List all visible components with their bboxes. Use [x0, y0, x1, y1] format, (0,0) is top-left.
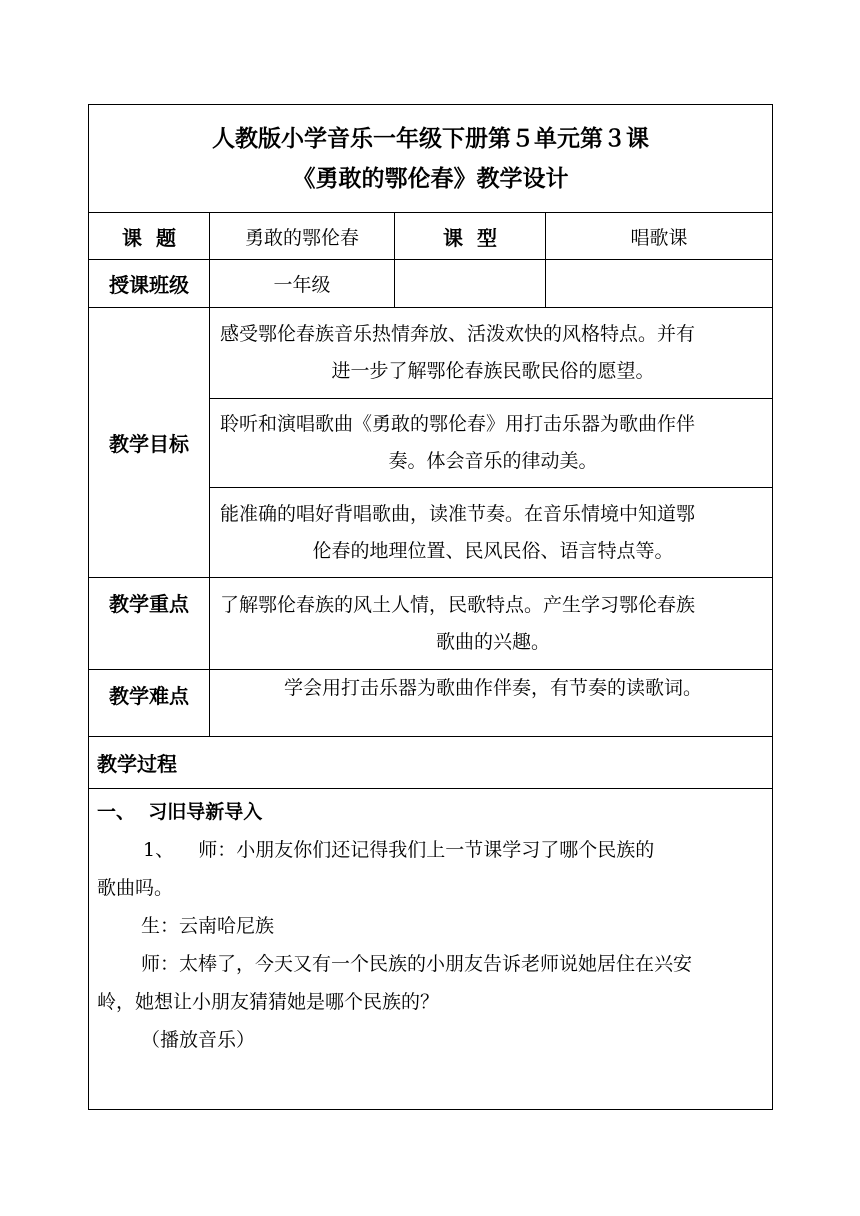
- type-label: 课 型: [395, 213, 546, 260]
- title-line-2: 《勇敢的鄂伦春》教学设计: [292, 164, 569, 192]
- goal-item: [210, 399, 773, 488]
- difficulty-label: 教学难点: [89, 670, 210, 737]
- goal-line: 进一步了解鄂伦春族民歌民俗的愿望。: [331, 360, 655, 382]
- goal-line: 能准确的唱好背唱歌曲，读准节奏。在音乐情境中知道鄂: [220, 502, 696, 525]
- topic-value: 勇敢的鄂伦春: [210, 213, 395, 260]
- key-point-line: 了解鄂伦春族的风土人情，民歌特点。产生学习鄂伦春族: [220, 593, 696, 616]
- key-point-label: 教学重点: [89, 578, 210, 670]
- class-value: 一年级: [210, 260, 395, 308]
- key-point-text: [210, 578, 773, 670]
- class-label: 授课班级: [89, 260, 210, 308]
- goal-item: [210, 308, 773, 399]
- paragraph-line: 师：太棒了，今天又有一个民族的小朋友告诉老师说她居住在兴安: [141, 953, 693, 975]
- goal-row-1: [89, 308, 773, 399]
- title-cell: [89, 105, 773, 213]
- goal-line: 聆听和演唱歌曲《勇敢的鄂伦春》用打击乐器为歌曲作伴: [220, 413, 696, 435]
- goal-item: [210, 488, 773, 578]
- goals-label: 教学目标: [89, 308, 210, 578]
- empty-cell: [395, 260, 546, 308]
- title-row: [89, 105, 773, 213]
- process-label: 教学过程: [89, 737, 773, 789]
- paragraph-line: 歌曲吗。: [97, 877, 174, 899]
- paragraph-line: 岭，她想让小朋友猜猜她是哪个民族的？: [97, 991, 440, 1013]
- process-header-row: [89, 737, 773, 789]
- goal-line: 奏。体会音乐的律动美。: [388, 450, 598, 472]
- topic-row: [89, 213, 773, 260]
- process-body: [89, 789, 773, 1110]
- goal-line: 伦春的地理位置、民风民俗、语言特点等。: [312, 539, 674, 562]
- difficulty-text: 学会用打击乐器为歌曲作伴奏，有节奏的读歌词。: [210, 670, 773, 737]
- topic-label: 课 题: [89, 213, 210, 260]
- title-line-1: 人教版小学音乐一年级下册第５单元第３课: [212, 124, 649, 152]
- paragraph-line: 生：云南哈尼族: [141, 915, 275, 937]
- goal-line: 感受鄂伦春族音乐热情奔放、活泼欢快的风格特点。并有: [220, 323, 696, 345]
- paragraph-line: 1、 师：小朋友你们还记得我们上一节课学习了哪个民族的: [143, 839, 655, 861]
- key-point-row: [89, 578, 773, 670]
- section-heading: 一、 习旧导新导入: [97, 801, 263, 823]
- paragraph-line: （播放音乐）: [141, 1029, 256, 1051]
- key-point-line: 歌曲的兴趣。: [435, 630, 550, 653]
- difficulty-row: [89, 670, 773, 737]
- lesson-plan-table: [88, 104, 773, 1110]
- type-value: 唱歌课: [546, 213, 773, 260]
- empty-cell: [546, 260, 773, 308]
- process-body-row: [89, 789, 773, 1110]
- class-row: [89, 260, 773, 308]
